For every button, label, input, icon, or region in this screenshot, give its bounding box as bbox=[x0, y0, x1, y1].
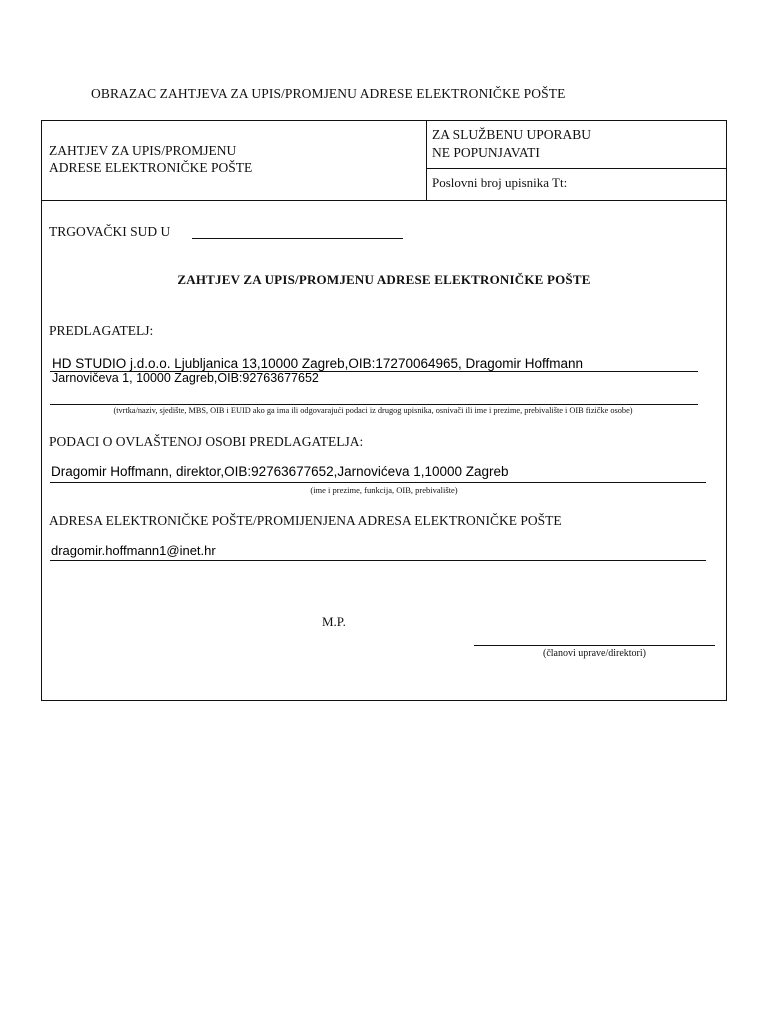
court-label: TRGOVAČKI SUD U bbox=[49, 224, 171, 239]
stamp-label: M.P. bbox=[322, 614, 346, 629]
official-use-line1: ZA SLUŽBENU UPORABU bbox=[432, 127, 592, 142]
court-name-field[interactable] bbox=[192, 238, 403, 239]
applicant-label: PREDLAGATELJ: bbox=[49, 323, 154, 338]
form-heading: ZAHTJEV ZA UPIS/PROMJENU ADRESE ELEKTRONIČKE POŠTE bbox=[177, 272, 591, 287]
official-use-text bbox=[432, 126, 591, 162]
email-value: dragomir.hoffmann1@inet.hr bbox=[51, 543, 216, 558]
page-title: OBRAZAC ZAHTJEVA ZA UPIS/PROMJENU ADRESE ELEKTRONIČKE POŠTE bbox=[91, 86, 566, 101]
form-header bbox=[42, 121, 726, 201]
authorized-person-rule bbox=[50, 482, 706, 483]
official-use-cell bbox=[427, 121, 726, 169]
signer-hint: (članovi uprave/direktori) bbox=[542, 648, 646, 659]
header-request-line2: ADRESE ELEKTRONIČKE POŠTE bbox=[49, 160, 253, 175]
authorized-person-value: Dragomir Hoffmann, direktor,OIB:92763677652,Jarnovićeva 1,10000 Zagreb bbox=[51, 464, 509, 479]
registry-number-cell bbox=[427, 169, 726, 200]
applicant-hint: (tvrtka/naziv, sjedište, MBS, OIB i EUID ako ga ima ili odgovarajući podaci iz drugog upisnika, osnivači ili ime i prezime, prebivalište i OIB fizičke osobe) bbox=[113, 406, 633, 415]
authorized-person-hint: (ime i prezime, funkcija, OIB, prebivalište) bbox=[310, 485, 458, 495]
header-request-line1: ZAHTJEV ZA UPIS/PROMJENU bbox=[49, 143, 237, 158]
header-request-text bbox=[49, 142, 252, 176]
applicant-line1: HD STUDIO j.d.o.o. Ljubljanica 13,10000 Zagreb,OIB:17270064965, Dragomir Hoffmann bbox=[52, 356, 584, 371]
official-use-line2: NE POPUNJAVATI bbox=[432, 145, 540, 160]
authorized-person-label: PODACI O OVLAŠTENOJ OSOBI PREDLAGATELJA: bbox=[49, 434, 364, 449]
signature-field[interactable] bbox=[474, 645, 715, 646]
email-rule bbox=[50, 560, 706, 561]
form-box bbox=[41, 120, 727, 701]
email-label: ADRESA ELEKTRONIČKE POŠTE/PROMIJENJENA ADRESA ELEKTRONIČKE POŠTE bbox=[49, 513, 562, 528]
header-request-cell bbox=[42, 121, 427, 200]
registry-number-label: Poslovni broj upisnika Tt: bbox=[432, 175, 568, 190]
applicant-line2: Jarnovičeva 1, 10000 Zagreb,OIB:92763677652 bbox=[52, 371, 319, 385]
applicant-line2-rule bbox=[50, 404, 698, 405]
